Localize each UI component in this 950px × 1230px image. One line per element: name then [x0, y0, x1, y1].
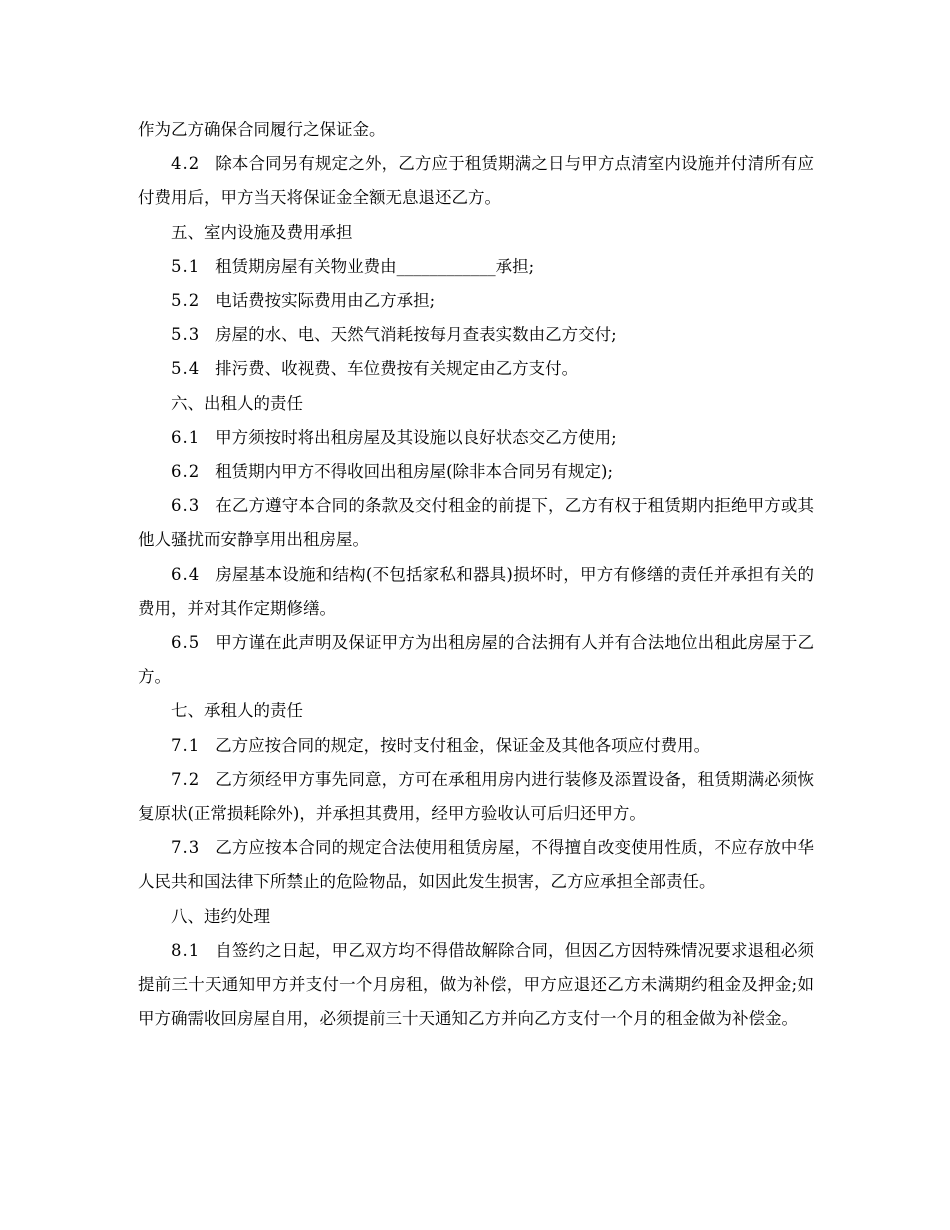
section-heading-7: [138, 694, 814, 728]
clause-number: 7.2: [171, 769, 201, 789]
clause-number: 5.3: [171, 325, 201, 345]
clause-number: 7.3: [171, 838, 201, 858]
clause-text: 甲方谨在此声明及保证甲方为出租房屋的合法拥有人并有合法地位出租此房屋于乙方。: [138, 633, 814, 687]
clause-number: 5.4: [171, 359, 201, 379]
clause-7-3: [138, 831, 814, 899]
clause-number: 6.5: [171, 633, 201, 653]
clause-text: 乙方须经甲方事先同意，方可在承租用房内进行装修及添置设备，租赁期满必须恢复原状(正常损耗除外)，并承担其费用，经甲方验收认可后归还甲方。: [138, 769, 814, 824]
clause-text: 排污费、收视费、车位费按有关规定由乙方支付。: [215, 359, 579, 379]
clause-5-3: [138, 318, 814, 352]
clause-6-1: [138, 421, 814, 455]
clause-number: 4.2: [171, 154, 201, 174]
clause-number: 6.4: [171, 564, 201, 584]
section-heading-text: 五、室内设施及费用承担: [171, 222, 353, 242]
clause-6-3: [138, 489, 814, 557]
clause-text: 租赁期内甲方不得收回出租房屋(除非本合同另有规定);: [215, 462, 614, 482]
clause-8-1: [138, 934, 814, 1037]
clause-number: 5.2: [171, 291, 201, 311]
clause-text: 房屋的水、电、天然气消耗按每月查表实数由乙方交付;: [215, 325, 617, 345]
clause-text: 乙方应按本合同的规定合法使用租赁房屋，不得擅自改变使用性质，不应存放中华人民共和国法律下所禁止的危险物品，如因此发生损害，乙方应承担全部责任。: [138, 838, 814, 892]
section-heading-5: [138, 216, 814, 250]
clause-6-5: [138, 626, 814, 694]
clause-text: 乙方应按合同的规定，按时支付租金，保证金及其他各项应付费用。: [215, 735, 711, 755]
clause-4-2: [138, 147, 814, 215]
section-heading-8: [138, 900, 814, 934]
section-heading-text: 六、出租人的责任: [171, 393, 303, 413]
section-heading-text: 七、承租人的责任: [171, 701, 303, 721]
clause-number: 8.1: [171, 940, 201, 960]
clause-7-1: [138, 729, 814, 763]
paragraph-text: 作为乙方确保合同履行之保证金。: [138, 120, 386, 139]
paragraph-intro: [138, 113, 814, 147]
clause-text: 租赁期房屋有关物业费由____________承担;: [215, 256, 535, 276]
clause-number: 6.2: [171, 462, 201, 482]
clause-text: 电话费按实际费用由乙方承担;: [215, 291, 436, 311]
clause-5-1: [138, 250, 814, 284]
document-page: [138, 113, 814, 1036]
clause-number: 7.1: [171, 735, 201, 755]
clause-5-2: [138, 284, 814, 318]
clause-6-2: [138, 455, 814, 489]
clause-text: 除本合同另有规定之外，乙方应于租赁期满之日与甲方点清室内设施并付清所有应付费用后，甲方当天将保证金全额无息退还乙方。: [138, 154, 814, 208]
clause-text: 自签约之日起，甲乙双方均不得借故解除合同，但因乙方因特殊情况要求退租必须提前三十天通知甲方并支付一个月房租，做为补偿，甲方应退还乙方未满期约租金及押金;如甲方确需收回房屋自用，必须提前三十天通知乙方并向乙方支付一个月的租金做为补偿金。: [138, 940, 814, 1029]
clause-number: 6.3: [171, 496, 201, 516]
clause-5-4: [138, 352, 814, 386]
clause-7-2: [138, 763, 814, 831]
section-heading-text: 八、违约处理: [171, 906, 270, 926]
clause-text: 在乙方遵守本合同的条款及交付租金的前提下，乙方有权于租赁期内拒绝甲方或其他人骚扰而安静享用出租房屋。: [138, 496, 814, 550]
section-heading-6: [138, 387, 814, 421]
clause-number: 5.1: [171, 256, 201, 276]
clause-text: 甲方须按时将出租房屋及其设施以良好状态交乙方使用;: [215, 427, 617, 447]
clause-number: 6.1: [171, 427, 201, 447]
clause-text: 房屋基本设施和结构(不包括家私和器具)损坏时，甲方有修缮的责任并承担有关的费用，并对其作定期修缮。: [138, 564, 814, 618]
clause-6-4: [138, 558, 814, 626]
